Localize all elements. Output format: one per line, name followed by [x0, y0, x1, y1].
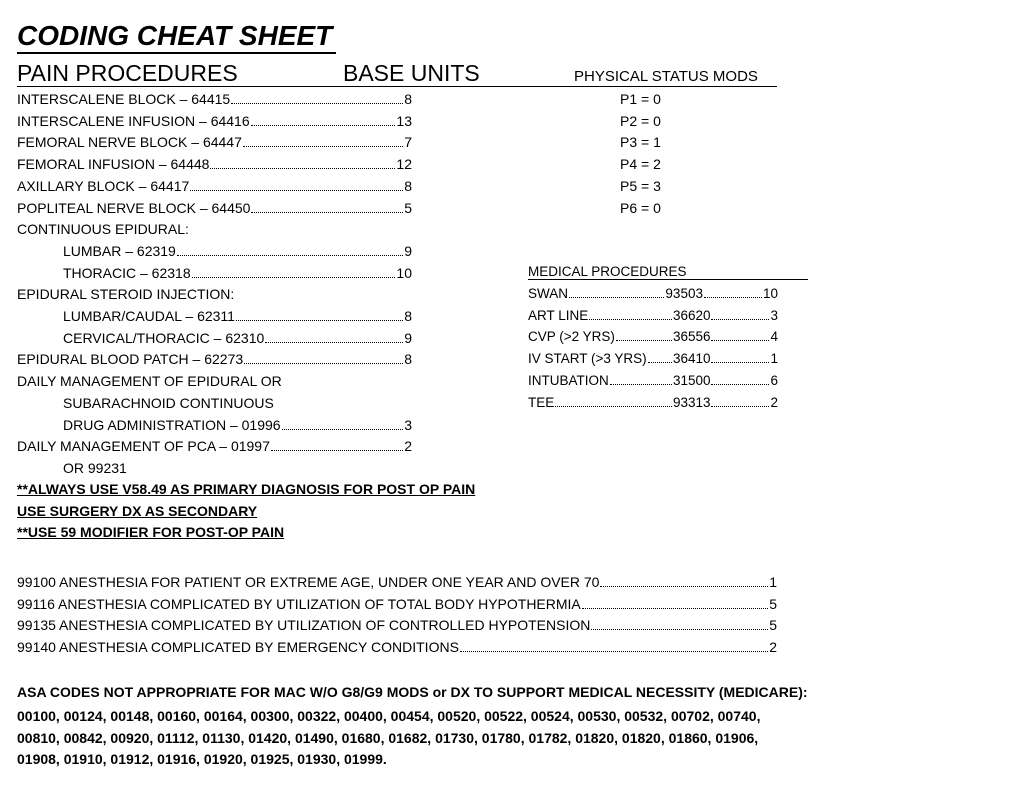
medical-procedure-name: TEE — [528, 394, 555, 410]
leader-dots — [282, 429, 404, 430]
cpt-code: 36620 — [672, 307, 711, 323]
qualifying-row — [17, 638, 777, 656]
procedure-label: CONTINUOUS EPIDURAL: — [17, 221, 189, 238]
base-units-value: 5 — [769, 595, 777, 612]
leader-dots — [251, 212, 403, 213]
leader-dots — [192, 277, 396, 278]
leader-dots — [244, 363, 403, 364]
base-units-value: 2 — [404, 438, 412, 455]
note-line: USE SURGERY DX AS SECONDARY — [17, 502, 258, 519]
base-units-value: 3 — [404, 416, 412, 433]
base-units-value: 9 — [404, 242, 412, 259]
leader-dots — [648, 362, 672, 363]
procedure-label: DAILY MANAGEMENT OF EPIDURAL OR — [17, 373, 282, 390]
physical-status-row: P4 = 2 — [620, 156, 661, 173]
physical-status-row: P1 = 0 — [620, 91, 661, 107]
procedure-label: FEMORAL NERVE BLOCK – 64447 — [17, 134, 242, 151]
leader-dots — [711, 340, 769, 341]
leader-dots — [711, 406, 769, 407]
procedure-label: LUMBAR – 62319 — [63, 242, 176, 259]
base-units-value: 3 — [770, 307, 778, 323]
leader-dots — [600, 586, 768, 587]
medical-procedure-name: SWAN — [528, 286, 568, 301]
base-units-value: 8 — [404, 308, 412, 324]
pain-procedure-row — [63, 264, 412, 282]
base-units-value: 10 — [396, 264, 412, 281]
procedure-label: THORACIC – 62318 — [63, 264, 191, 281]
procedure-label: FEMORAL INFUSION – 64448 — [17, 156, 210, 173]
pain-procedure-row — [17, 133, 412, 151]
pain-procedure-row — [17, 372, 282, 390]
base-units-value: 12 — [396, 156, 412, 173]
procedure-label: EPIDURAL STEROID INJECTION: — [17, 286, 235, 303]
pain-procedure-row — [17, 112, 412, 130]
pain-procedure-row — [63, 242, 412, 260]
base-units-value: 7 — [404, 134, 412, 151]
procedure-label: LUMBAR/CAUDAL – 62311 — [63, 308, 235, 324]
leader-dots — [589, 319, 672, 320]
note-line: **ALWAYS USE V58.49 AS PRIMARY DIAGNOSIS FOR POST OP PAIN — [17, 481, 476, 497]
procedure-label: DAILY MANAGEMENT OF PCA – 01997 — [17, 438, 270, 455]
leader-dots — [265, 342, 403, 343]
qualifying-label: 99140 ANESTHESIA COMPLICATED BY EMERGENCY CONDITIONS — [17, 639, 459, 656]
base-units-value: 2 — [770, 394, 778, 410]
procedure-label: DRUG ADMINISTRATION – 01996 — [63, 416, 281, 433]
physical-status-heading: PHYSICAL STATUS MODS — [574, 68, 758, 85]
leader-dots — [704, 297, 762, 298]
physical-status-row: P5 = 3 — [620, 177, 661, 194]
asa-code-line: 00810, 00842, 00920, 01112, 01130, 01420, 01490, 01680, 01682, 01730, 01780, 01782, 01820, 01820, 01860, 01906, — [17, 729, 759, 746]
pain-procedure-row — [17, 350, 412, 368]
medical-procedure-name: INTUBATION — [528, 372, 609, 388]
qualifying-label: 99116 ANESTHESIA COMPLICATED BY UTILIZATION OF TOTAL BODY HYPOTHERMIA — [17, 595, 581, 612]
qualifying-row — [17, 595, 777, 613]
qualifying-label: 99100 ANESTHESIA FOR PATIENT OR EXTREME AGE, UNDER ONE YEAR AND OVER 70 — [17, 574, 600, 590]
procedure-label: INTERSCALENE INFUSION – 64416 — [17, 112, 250, 129]
base-units-value: 8 — [404, 91, 412, 107]
asa-code-line: 01908, 01910, 01912, 01916, 01920, 01925, 01930, 01999. — [17, 751, 387, 768]
pain-procedure-row — [17, 155, 412, 173]
medical-procedure-name: ART LINE — [528, 307, 589, 323]
base-units-value: 4 — [770, 329, 778, 345]
pain-procedure-row — [17, 285, 234, 303]
pain-procedure-row — [17, 199, 412, 217]
leader-dots — [243, 146, 403, 147]
base-units-value: 8 — [404, 177, 412, 194]
leader-dots — [711, 384, 769, 385]
leader-dots — [251, 125, 396, 126]
asa-heading: ASA CODES NOT APPROPRIATE FOR MAC W/O G8/G9 MODS or DX TO SUPPORT MEDICAL NECESSITY (MEDICARE): — [17, 684, 808, 700]
physical-status-row: P6 = 0 — [620, 199, 661, 216]
leader-dots — [569, 297, 664, 298]
base-units-value: 5 — [769, 617, 777, 634]
cpt-code: 31500 — [672, 372, 711, 388]
medical-procedures-heading: MEDICAL PROCEDURES — [528, 264, 808, 280]
pain-procedure-row — [17, 90, 412, 108]
pain-procedure-row — [17, 437, 412, 455]
procedure-label: EPIDURAL BLOOD PATCH – 62273 — [17, 351, 244, 368]
leader-dots — [271, 450, 403, 451]
pain-procedures-heading: PAIN PROCEDURES — [17, 60, 238, 86]
leader-dots — [582, 608, 768, 609]
qualifying-row — [17, 616, 777, 634]
procedure-label: AXILLARY BLOCK – 64417 — [17, 177, 190, 194]
pain-procedure-row — [17, 220, 189, 238]
base-units-value: 5 — [404, 199, 412, 216]
pain-procedure-row — [63, 459, 127, 477]
leader-dots — [460, 651, 768, 652]
base-units-value: 9 — [404, 329, 412, 346]
pain-procedure-row — [63, 307, 412, 325]
cpt-code: 36556 — [672, 329, 711, 345]
note-line: **USE 59 MODIFIER FOR POST-OP PAIN — [17, 524, 285, 541]
medical-procedure-row — [528, 372, 778, 390]
procedure-label: POPLITEAL NERVE BLOCK – 64450 — [17, 199, 251, 216]
base-units-heading: BASE UNITS — [343, 60, 480, 86]
leader-dots — [236, 320, 403, 321]
leader-dots — [616, 340, 672, 341]
base-units-value: 13 — [396, 112, 412, 129]
cpt-code: 36410 — [672, 351, 711, 367]
leader-dots — [231, 103, 403, 104]
leader-dots — [190, 190, 403, 191]
procedure-label: OR 99231 — [63, 459, 127, 476]
leader-dots — [210, 168, 395, 169]
base-units-value: 6 — [770, 372, 778, 388]
medical-procedure-row — [528, 328, 778, 346]
medical-procedure-name: IV START (>3 YRS) — [528, 351, 647, 367]
leader-dots — [711, 362, 769, 363]
pain-procedure-row — [63, 416, 412, 434]
medical-procedure-name: CVP (>2 YRS) — [528, 329, 615, 345]
procedure-label: CERVICAL/THORACIC – 62310 — [63, 329, 265, 346]
leader-dots — [711, 319, 769, 320]
procedure-label: INTERSCALENE BLOCK – 64415 — [17, 91, 231, 107]
qualifying-label: 99135 ANESTHESIA COMPLICATED BY UTILIZATION OF CONTROLLED HYPOTENSION — [17, 617, 591, 634]
medical-procedure-row — [528, 350, 778, 368]
cpt-code: 93313 — [672, 394, 711, 410]
pain-procedure-row — [63, 394, 274, 412]
base-units-value: 1 — [769, 574, 777, 590]
qualifying-row — [17, 573, 777, 591]
leader-dots — [591, 629, 768, 630]
medical-procedure-row — [528, 285, 778, 303]
asa-code-line: 00100, 00124, 00148, 00160, 00164, 00300, 00322, 00400, 00454, 00520, 00522, 00524, 00530, 00532, 00702, 00740, — [17, 708, 761, 724]
cpt-code: 93503 — [665, 286, 703, 301]
base-units-value: 2 — [769, 639, 777, 656]
procedure-label: SUBARACHNOID CONTINUOUS — [63, 394, 274, 411]
medical-procedure-row — [528, 307, 778, 325]
page-title: CODING CHEAT SHEET — [17, 20, 336, 54]
leader-dots — [610, 384, 672, 385]
physical-status-row: P2 = 0 — [620, 112, 661, 129]
base-units-value: 8 — [404, 351, 412, 368]
leader-dots — [555, 406, 672, 407]
physical-status-row: P3 = 1 — [620, 134, 661, 151]
base-units-value: 1 — [770, 351, 778, 367]
pain-procedure-row — [17, 177, 412, 195]
medical-procedure-row — [528, 394, 778, 412]
leader-dots — [177, 255, 403, 256]
base-units-value: 10 — [762, 286, 778, 301]
pain-procedure-row — [63, 329, 412, 347]
